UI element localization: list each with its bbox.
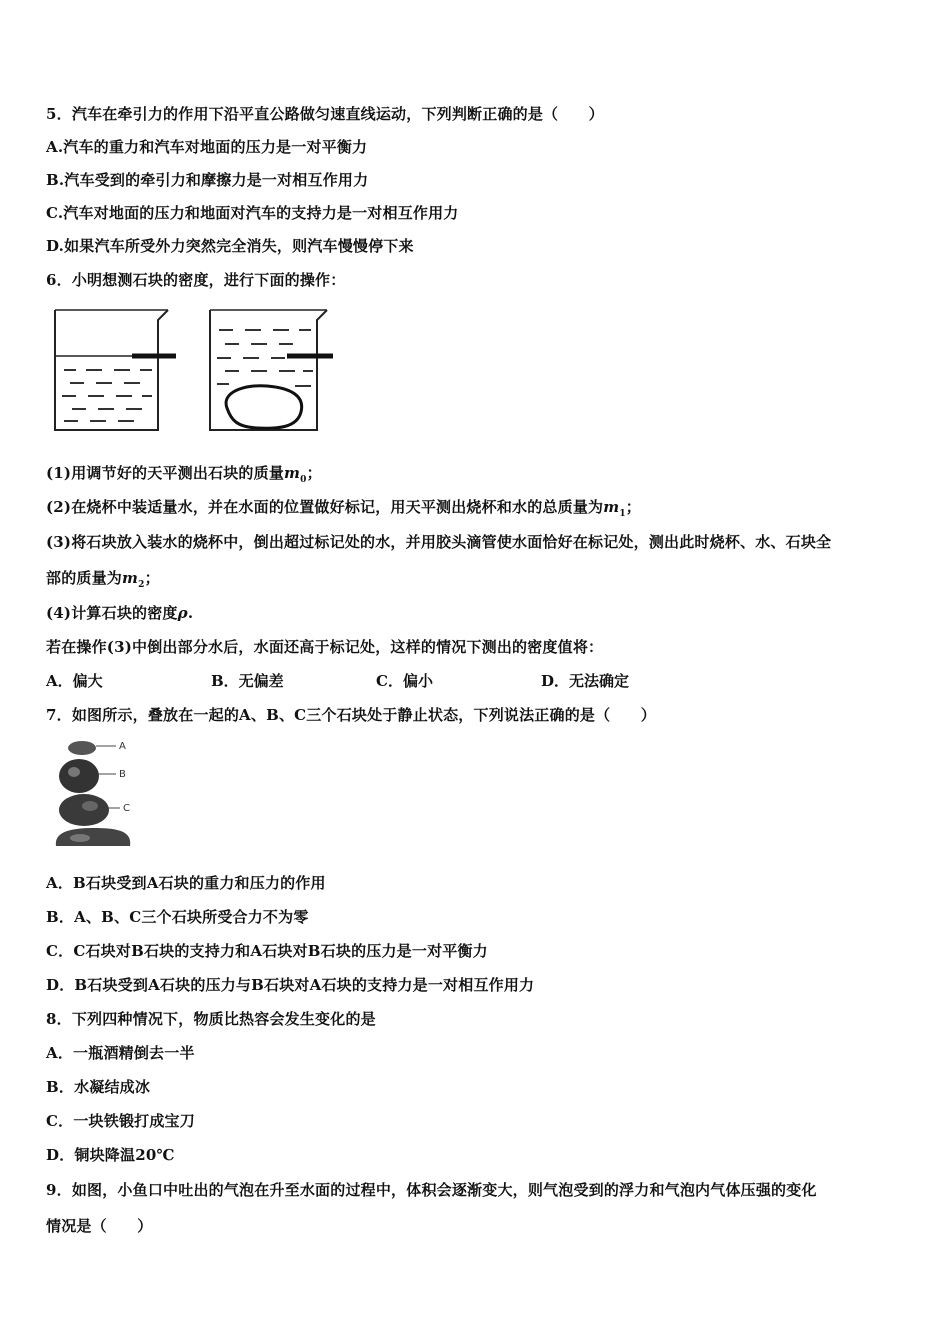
q7-option-a: A．B石块受到A石块的重力和压力的作用 xyxy=(46,874,326,892)
q6-step-3-line2: 部的质量为$m_2$； xyxy=(46,569,160,590)
q6-option-b: B．无偏差 xyxy=(211,672,284,690)
q6-question: 若在操作(3)中倒出部分水后，水面还高于标记处，这样的情况下测出的密度值将： xyxy=(46,638,604,656)
q7-option-b: B．A、B、C三个石块所受合力不为零 xyxy=(46,908,309,926)
stacked-stones-figure xyxy=(50,736,150,854)
q8-option-b: B．水凝结成冰 xyxy=(46,1078,151,1096)
q8-option-d: D．铜块降温20℃ xyxy=(46,1146,175,1164)
q8-option-a: A．一瓶酒精倒去一半 xyxy=(46,1044,195,1062)
beaker-with-water-figure xyxy=(50,308,180,434)
q9-stem-line1: 9．如图，小鱼口中吐出的气泡在升至水面的过程中，体积会逐渐变大，则气泡受到的浮力和气泡内气体压强的变化 xyxy=(46,1181,817,1199)
label-b: B xyxy=(119,769,126,780)
q5-stem: 5．汽车在牵引力的作用下沿平直公路做匀速直线运动，下列判断正确的是（ ） xyxy=(46,105,604,123)
q5-option-c: C.汽车对地面的压力和地面对汽车的支持力是一对相互作用力 xyxy=(46,204,459,222)
q9-stem-line2: 情况是（ ） xyxy=(46,1217,153,1235)
q6-option-d: D．无法确定 xyxy=(541,672,630,690)
q5-option-a: A.汽车的重力和汽车对地面的压力是一对平衡力 xyxy=(46,138,368,156)
q5-option-b: B.汽车受到的牵引力和摩擦力是一对相互作用力 xyxy=(46,171,369,189)
label-c: C xyxy=(123,803,130,814)
q8-option-c: C．一块铁锻打成宝刀 xyxy=(46,1112,195,1130)
q5-option-d: D.如果汽车所受外力突然完全消失，则汽车慢慢停下来 xyxy=(46,237,414,255)
q6-option-c: C．偏小 xyxy=(376,672,433,690)
q7-stem: 7．如图所示，叠放在一起的A、B、C三个石块处于静止状态，下列说法正确的是（ ） xyxy=(46,706,656,724)
q7-option-d: D．B石块受到A石块的压力与B石块对A石块的支持力是一对相互作用力 xyxy=(46,976,535,994)
q6-step-1: (1)用调节好的天平测出石块的质量$m_0$； xyxy=(46,464,322,485)
label-a: A xyxy=(119,741,126,752)
q8-stem: 8．下列四种情况下，物质比热容会发生变化的是 xyxy=(46,1010,376,1028)
q6-step-3-line1: (3)将石块放入装水的烧杯中，倒出超过标记处的水，并用胶头滴管使水面恰好在标记处，测出此时烧杯、水、石块全 xyxy=(46,533,832,551)
q6-step-2: (2)在烧杯中装适量水，并在水面的位置做好标记，用天平测出烧杯和水的总质量为$m_1$； xyxy=(46,498,641,519)
q6-step-4: (4)计算石块的密度ρ. xyxy=(46,604,194,622)
q7-option-c: C．C石块对B石块的支持力和A石块对B石块的压力是一对平衡力 xyxy=(46,942,488,960)
q6-stem: 6．小明想测石块的密度，进行下面的操作： xyxy=(46,271,346,289)
q6-option-a: A．偏大 xyxy=(46,672,103,690)
beaker-with-stone-figure xyxy=(205,308,335,434)
